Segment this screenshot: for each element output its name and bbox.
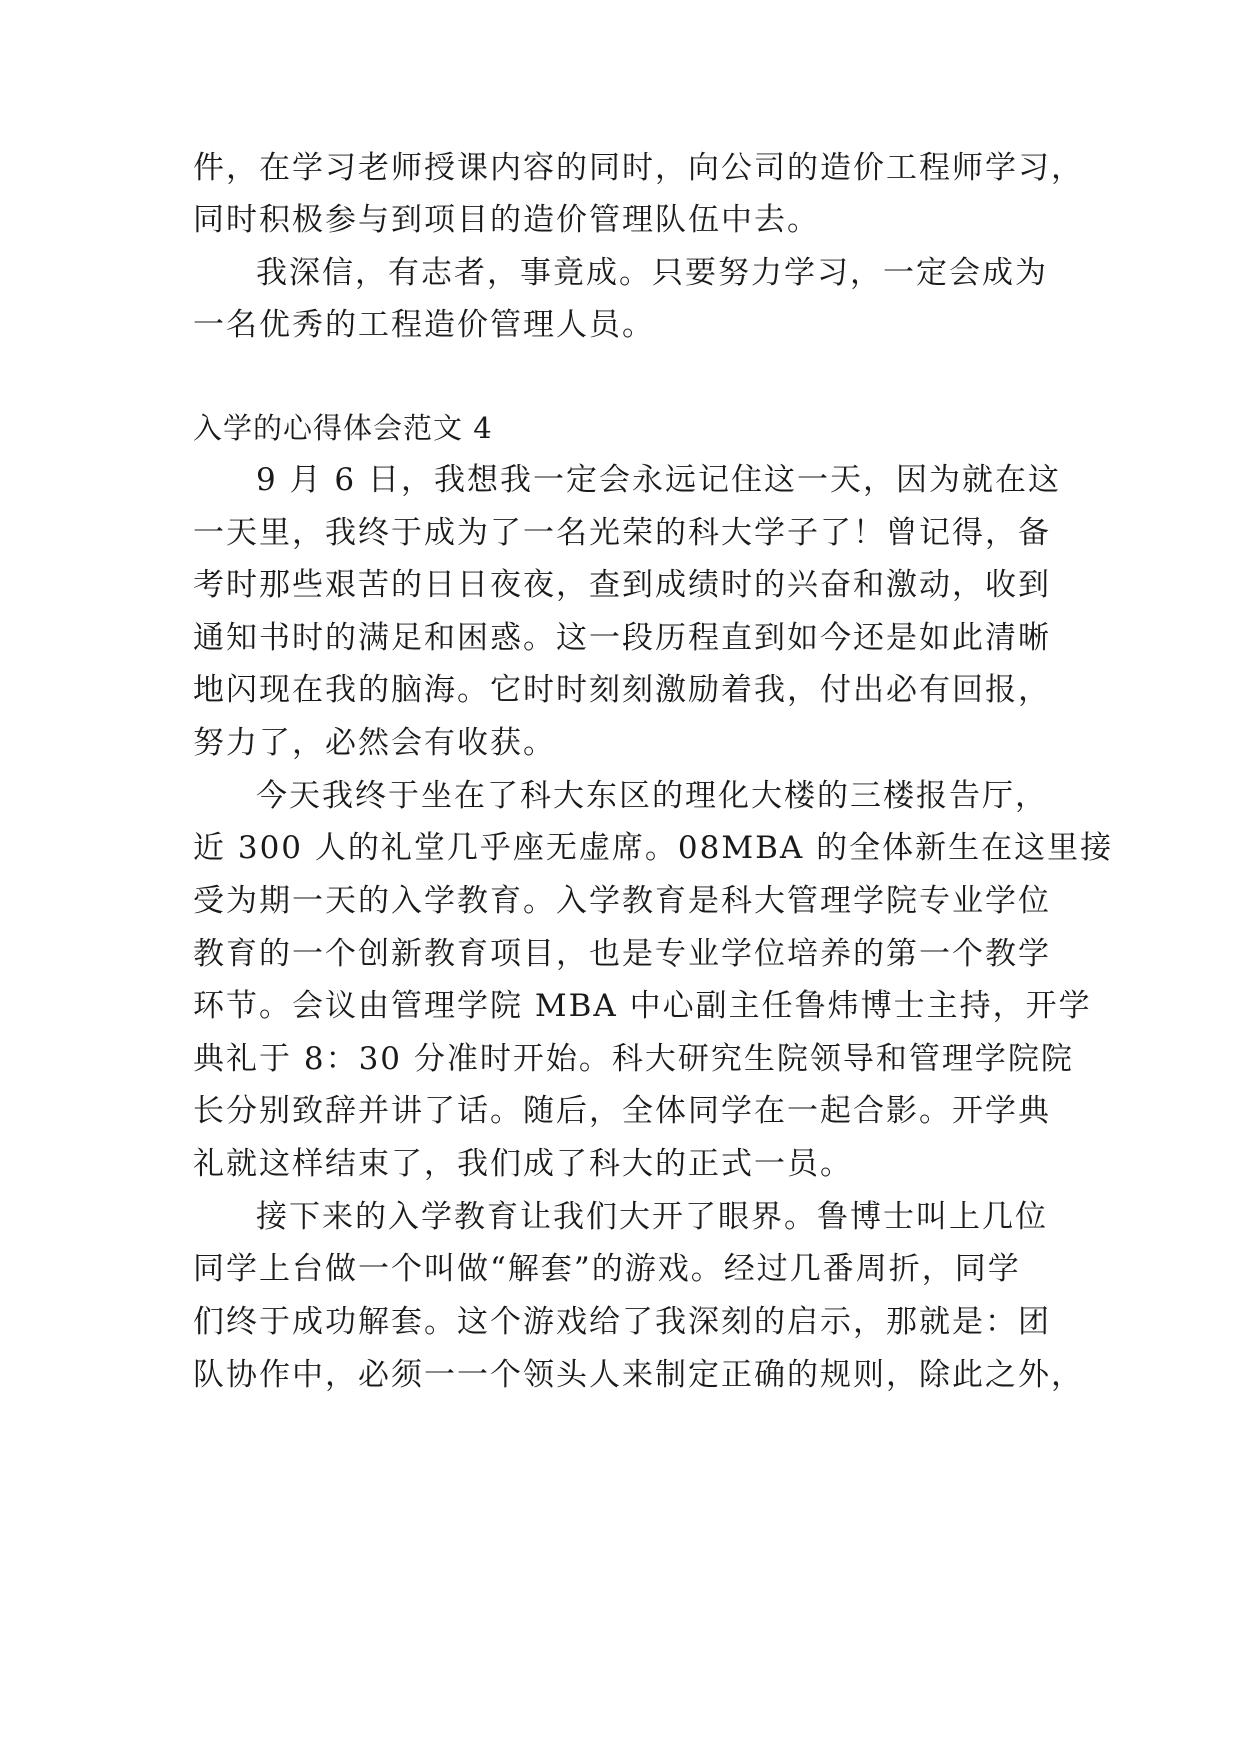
text-line: 接下来的入学教育让我们大开了眼界。鲁博士叫上几位	[256, 1199, 1048, 1235]
text-line: 同时积极参与到项目的造价管理队伍中去。	[193, 202, 820, 238]
section-heading: 入学的心得体会范文 4	[193, 411, 493, 445]
text-line: 考时那些艰苦的日日夜夜，查到成绩时的兴奋和激动，收到	[193, 567, 1051, 603]
text-line: 通知书时的满足和困惑。这一段历程直到如今还是如此清晰	[193, 620, 1051, 656]
text-line: 队协作中，必须一一个领头人来制定正确的规则，除此之外，	[193, 1357, 1084, 1393]
text-line: 一名优秀的工程造价管理人员。	[193, 307, 655, 343]
text-line: 我深信，有志者，事竟成。只要努力学习，一定会成为	[256, 255, 1048, 291]
text-line: 件，在学习老师授课内容的同时，向公司的造价工程师学习，	[193, 150, 1084, 186]
text-line: 环节。会议由管理学院 MBA 中心副主任鲁炜博士主持，开学	[193, 988, 1092, 1024]
text-line: 9 月 6 日，我想我一定会永远记住这一天，因为就在这	[256, 462, 1062, 498]
text-line: 努力了，必然会有收获。	[193, 725, 556, 761]
text-line: 们终于成功解套。这个游戏给了我深刻的启示，那就是：团	[193, 1304, 1051, 1340]
text-line: 近 300 人的礼堂几乎座无虚席。08MBA 的全体新生在这里接	[193, 830, 1114, 866]
text-line: 地闪现在我的脑海。它时时刻刻激励着我，付出必有回报，	[193, 672, 1051, 708]
text-line: 一天里，我终于成为了一名光荣的科大学子了！曾记得，备	[193, 515, 1051, 551]
text-line: 同学上台做一个叫做“解套”的游戏。经过几番周折，同学	[193, 1251, 1021, 1287]
text-line: 典礼于 8：30 分准时开始。科大研究生院领导和管理学院院	[193, 1041, 1074, 1077]
text-line: 礼就这样结束了，我们成了科大的正式一员。	[193, 1146, 853, 1182]
text-line: 长分别致辞并讲了话。随后，全体同学在一起合影。开学典	[193, 1093, 1051, 1129]
text-line: 今天我终于坐在了科大东区的理化大楼的三楼报告厅，	[256, 778, 1048, 814]
text-line: 受为期一天的入学教育。入学教育是科大管理学院专业学位	[193, 883, 1051, 919]
text-line: 教育的一个创新教育项目，也是专业学位培养的第一个教学	[193, 936, 1051, 972]
